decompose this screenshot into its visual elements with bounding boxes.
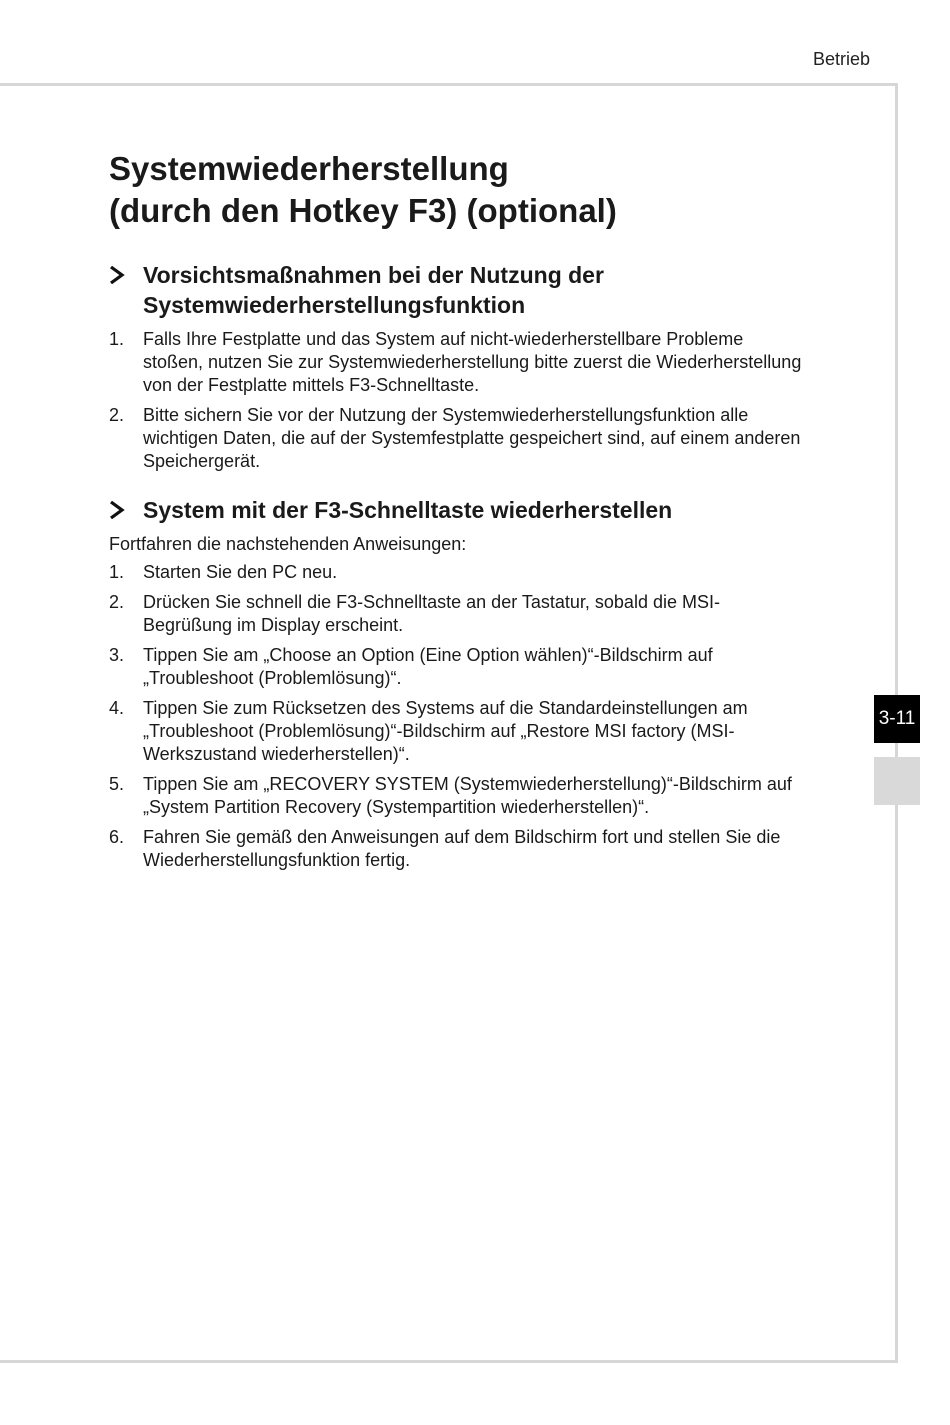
recovery-steps-list [109,561,854,872]
list-item [109,697,854,766]
chevron-right-icon [109,260,143,290]
list-text-line: Tippen Sie am „Choose an Option (Eine Option wählen)“-Bildschirm auf [143,645,713,665]
chevron-right-icon [109,495,143,525]
precautions-list [109,328,854,473]
page-title-line: Systemwiederherstellung [109,150,509,187]
page-number: 3-11 [878,708,916,729]
page-tab-marker [874,757,920,805]
list-number: 1. [109,329,125,349]
section-heading-line: System mit der F3-Schnelltaste wiederherstellen [143,497,673,523]
list-text-line: Drücken Sie schnell die F3-Schnelltaste an der Tastatur, sobald die MSI- [143,592,720,612]
list-text-line: stoßen, nutzen Sie zur Systemwiederherstellung bitte zuerst die Wiederherstellung [143,352,802,372]
list-number: 3. [109,645,125,665]
list-text-line: Begrüßung im Display erscheint. [143,615,404,635]
list-number: 2. [109,405,125,425]
page-title-line: (durch den Hotkey F3) (optional) [109,192,617,229]
list-item [109,328,854,397]
section-heading [109,495,854,525]
page-content [109,148,854,879]
list-text-line: wichtigen Daten, die auf der Systemfestplatte gespeichert sind, auf einem anderen [143,428,801,448]
page-title [109,148,854,232]
list-text-line: Falls Ihre Festplatte und das System auf nicht-wiederherstellbare Probleme [143,329,744,349]
list-number: 2. [109,592,125,612]
list-text-line: „Troubleshoot (Problemlösung)“-Bildschirm auf „Restore MSI factory (MSI- [143,721,735,741]
list-number: 6. [109,827,125,847]
list-item [109,404,854,473]
section-intro: Fortfahren die nachstehenden Anweisungen: [109,534,467,554]
section-recovery-steps [109,495,854,872]
chapter-label: Betrieb [812,49,870,69]
list-number: 5. [109,774,125,794]
list-item [109,591,854,637]
list-text-line: Starten Sie den PC neu. [143,562,338,582]
list-text-line: „Troubleshoot (Problemlösung)“. [143,668,402,688]
list-item [109,561,854,584]
section-heading [109,260,854,320]
page-number-tab [874,695,920,743]
section-heading-line: Systemwiederherstellungsfunktion [143,292,526,318]
section-heading-line: Vorsichtsmaßnahmen bei der Nutzung der [143,262,604,288]
list-text-line: Tippen Sie am „RECOVERY SYSTEM (Systemwiederherstellung)“-Bildschirm auf [143,774,792,794]
list-item [109,773,854,819]
list-text-line: Bitte sichern Sie vor der Nutzung der Systemwiederherstellungsfunktion alle [143,405,749,425]
list-text-line: „System Partition Recovery (Systempartition wiederherstellen)“. [143,797,650,817]
list-text-line: von der Festplatte mittels F3-Schnelltaste. [143,375,480,395]
list-item [109,826,854,872]
list-item [109,644,854,690]
section-precautions [109,260,854,473]
list-number: 4. [109,698,125,718]
list-text-line: Speichergerät. [143,451,261,471]
list-text-line: Wiederherstellungsfunktion fertig. [143,850,411,870]
list-number: 1. [109,562,125,582]
list-text-line: Werkszustand wiederherstellen)“. [143,744,410,764]
list-text-line: Tippen Sie zum Rücksetzen des Systems auf die Standardeinstellungen am [143,698,748,718]
list-text-line: Fahren Sie gemäß den Anweisungen auf dem Bildschirm fort und stellen Sie die [143,827,781,847]
